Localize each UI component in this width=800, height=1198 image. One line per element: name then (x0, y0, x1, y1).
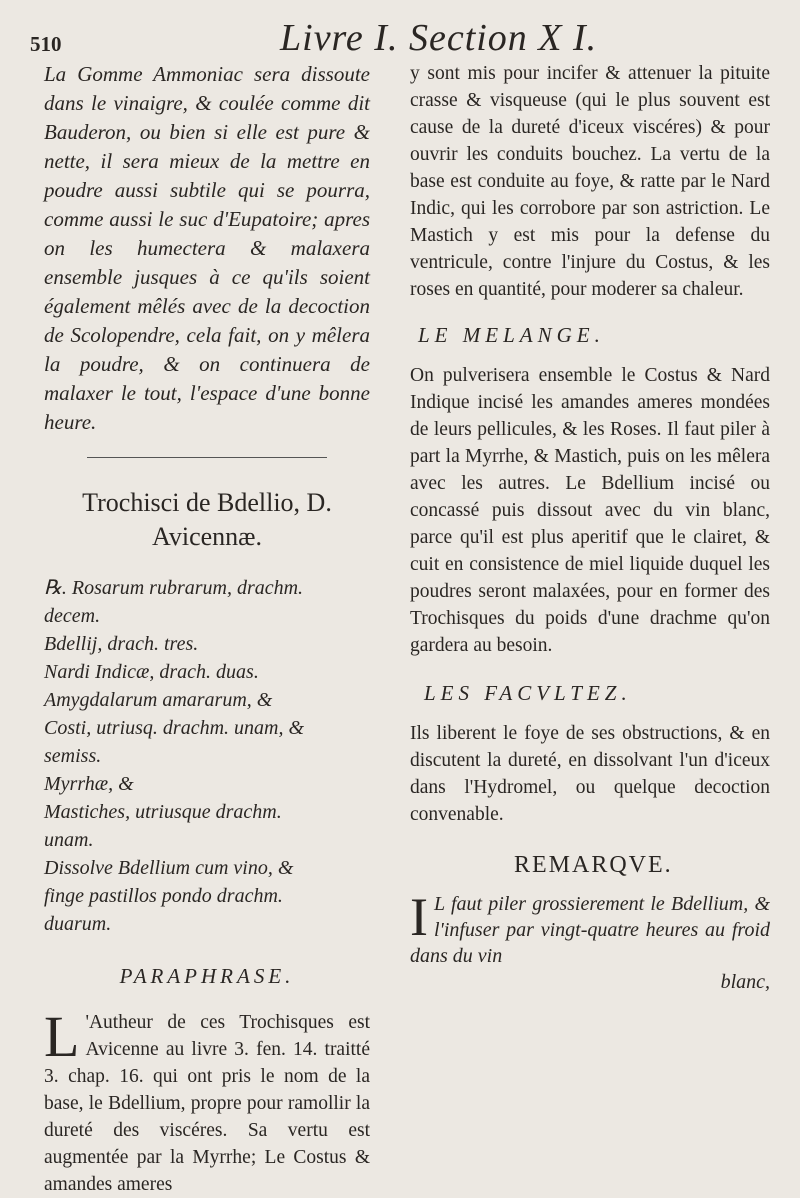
left-column (44, 60, 370, 1198)
recipe-line: unam. (44, 829, 94, 851)
recipe-line: Amygdalarum amararum, & (44, 689, 273, 711)
facultez-paragraph: Ils liberent le foye de ses obstructions, & en discutent la dureté, en dissolvant l'un d'iceux dans l'Hydromel, ou quelque decoction convenable. (410, 723, 770, 825)
recipe-line: Costi, utriusq. drachm. unam, & (44, 717, 305, 739)
recipe-title (44, 486, 370, 554)
recipe-line: finge pastillos pondo drachm. (44, 885, 283, 907)
recipe-list (44, 574, 370, 938)
recipe-title-line2: Avicennæ. (152, 522, 262, 551)
page-header (0, 10, 800, 60)
recipe-line: Myrrhæ, & (44, 773, 134, 795)
remarque-heading: REMARQVE. (514, 852, 673, 878)
paraphrase-paragraph (44, 1004, 370, 1198)
melange-heading: LE MELANGE. (418, 323, 605, 347)
page-number: 510 (30, 32, 62, 56)
recipe-line: Mastiches, utriusque drachm. (44, 801, 282, 823)
recipe-line: ℞. Rosarum rubrarum, drachm. (44, 577, 304, 599)
recipe-line: Nardi Indicæ, drach. duas. (44, 661, 259, 683)
facultez-heading: LES FACVLTEZ. (424, 681, 632, 705)
recipe-line: decem. (44, 605, 101, 627)
section-divider (87, 457, 327, 458)
recipe-line: duarum. (44, 913, 112, 935)
recipe-line: semiss. (44, 745, 102, 767)
recipe-title-line1: Trochisci de Bdellio, D. (82, 488, 332, 517)
paraphrase-text: 'Autheur de ces Trochisques est Avicenne au livre 3. fen. 14. traitté 3. chap. 16. qui ont pris le nom de la base, le Bdellium, propre pour ramollir la dureté des viscéres. Sa vertu est augmentée par la Myrrhe; Le Costus & amandes ameres (44, 1012, 370, 1195)
remarque-dropcap: I (410, 887, 428, 947)
melange-paragraph: On pulverisera ensemble le Costus & Nard Indique incisé les amandes ameres mondées de leurs pellicules, & les Roses. Il faut piler à part la Myrrhe, & Mastich, puis on les mêlera avec les autres. Le Bdellium incisé ou concassé puis dissout avec du vin blanc, parce qu'il est plus aperitif que le clairet, & cuit en consistence de miel liquide duquel les poudres seront malaxées, pour en former des Trochisques du poids d'une drachme qu'on gardera au besoin. (410, 365, 770, 656)
remarque-text: L faut piler grossierement le Bdellium, & l'infuser par vingt-quatre heures au froid dans du vin (410, 893, 770, 967)
paraphrase-heading: PARAPHRASE. (119, 964, 295, 988)
continuation-paragraph: y sont mis pour incifer & attenuer la pituite crasse & visqueuse (qui le plus souvent est cause de la dureté d'iceux viscéres) & pour ouvrir les conduits bouchez. La vertu de la base est conduite au foye, & ratte par le Nard Indic, qui les corrobore par son astriction. Le Mastich y est mis pour la defense du ventricule, contre l'injure du Costus, & les roses en quantité, pour moderer sa chaleur. (410, 63, 770, 300)
intro-paragraph: La Gomme Ammoniac sera dissoute dans le vinaigre, & coulée comme dit Bauderon, ou bien si elle est pure & nette, il sera mieux de la mettre en poudre aussi subtile qui se pourra, comme aussi le suc d'Eupatoire; apres on les humectera & malaxera ensemble jusques à ce qu'ils soient également mêlés avec de la decoction de Scolopendre, cela fait, on y mêlera la poudre, & on continuera de malaxer le tout, l'espace d'une bonne heure. (44, 62, 370, 434)
right-column (410, 60, 770, 995)
running-head: Livre I. Section X I. (280, 17, 598, 59)
remarque-catchword: blanc, (720, 971, 770, 993)
remarque-paragraph (410, 887, 770, 995)
recipe-line: Bdellij, drach. tres. (44, 633, 199, 655)
paraphrase-dropcap: L (44, 1004, 80, 1069)
recipe-line: Dissolve Bdellium cum vino, & (44, 857, 294, 879)
